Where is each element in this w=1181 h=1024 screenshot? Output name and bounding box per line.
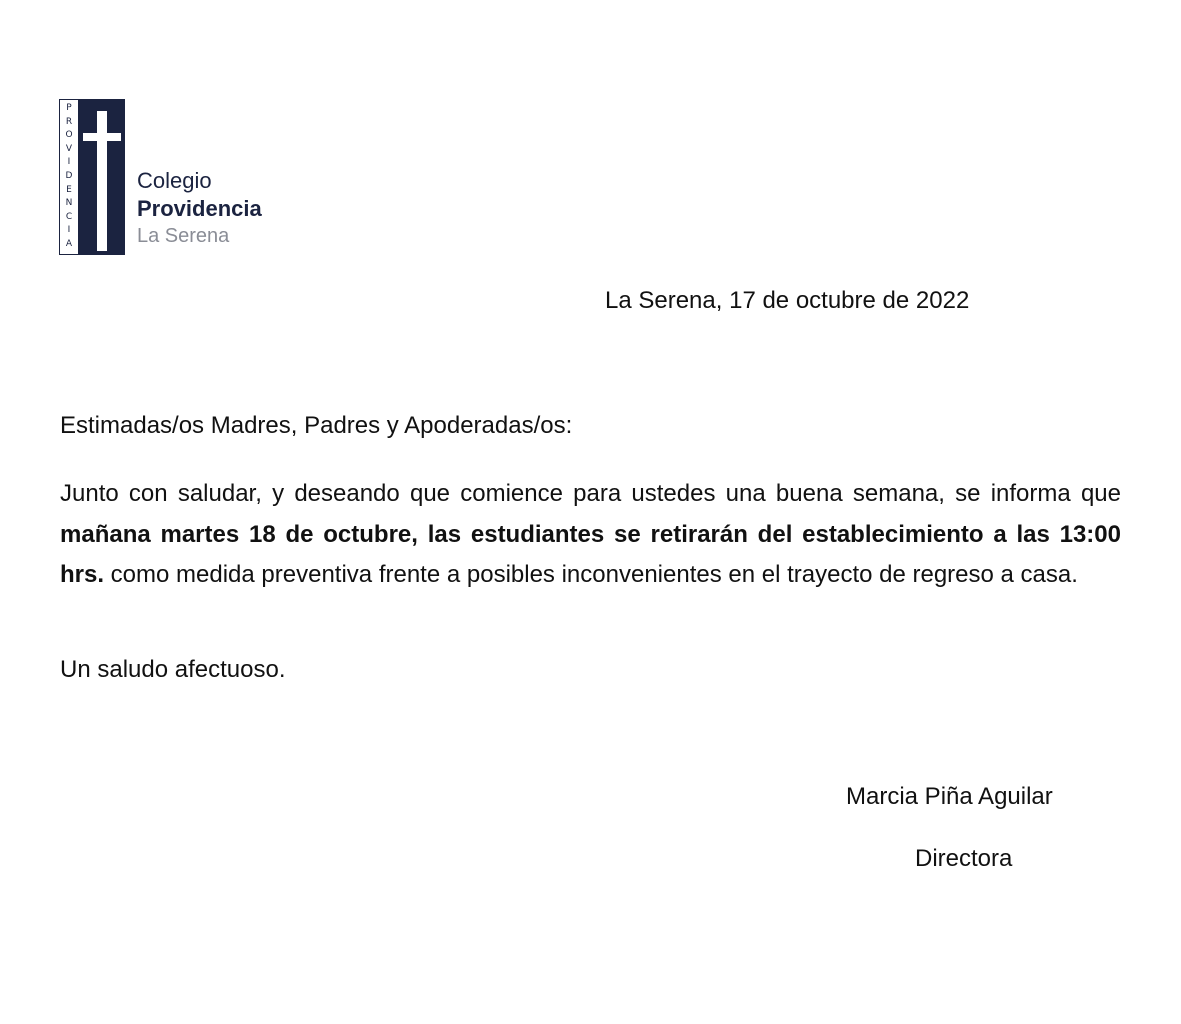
- logo-letter: N: [65, 198, 73, 209]
- logo-letter: C: [65, 211, 73, 222]
- logo-line-la-serena: La Serena: [137, 225, 230, 247]
- signature-title: Directora: [915, 845, 1013, 872]
- logo-letter: E: [66, 184, 72, 195]
- logo-letter: O: [65, 130, 73, 141]
- logo-letter: I: [67, 225, 71, 236]
- school-logo: [59, 99, 299, 257]
- letter-closing: Un saludo afectuoso.: [60, 656, 286, 683]
- letter-date: La Serena, 17 de octubre de 2022: [605, 287, 970, 314]
- letter-greeting: Estimadas/os Madres, Padres y Apoderadas/os:: [60, 412, 573, 439]
- logo-letter: V: [65, 143, 73, 154]
- logo-wordmark: [137, 167, 262, 249]
- logo-letter: A: [65, 238, 73, 249]
- logo-letter: I: [67, 157, 71, 168]
- letter-body-highlight: mañana martes 18 de octubre, las estudiantes se retirarán del establecimiento a las 13:00 hrs.: [60, 520, 1121, 588]
- logo-line-providencia: Providencia: [137, 196, 262, 221]
- logo-line-colegio: Colegio: [137, 168, 212, 193]
- cross-icon: [79, 99, 125, 255]
- logo-letter: P: [66, 103, 72, 113]
- letter-body-end: como medida preventiva frente a posibles inconvenientes en el trayecto de regreso a casa.: [104, 561, 1078, 588]
- logo-vertical-text: [59, 99, 79, 255]
- letter-body-intro: Junto con saludar, y deseando que comience para ustedes una buena semana, se informa que: [60, 480, 1121, 507]
- letter-body: [60, 474, 1121, 596]
- signature-name: Marcia Piña Aguilar: [846, 783, 1053, 810]
- logo-letter: D: [65, 170, 73, 181]
- logo-letter: R: [65, 116, 73, 127]
